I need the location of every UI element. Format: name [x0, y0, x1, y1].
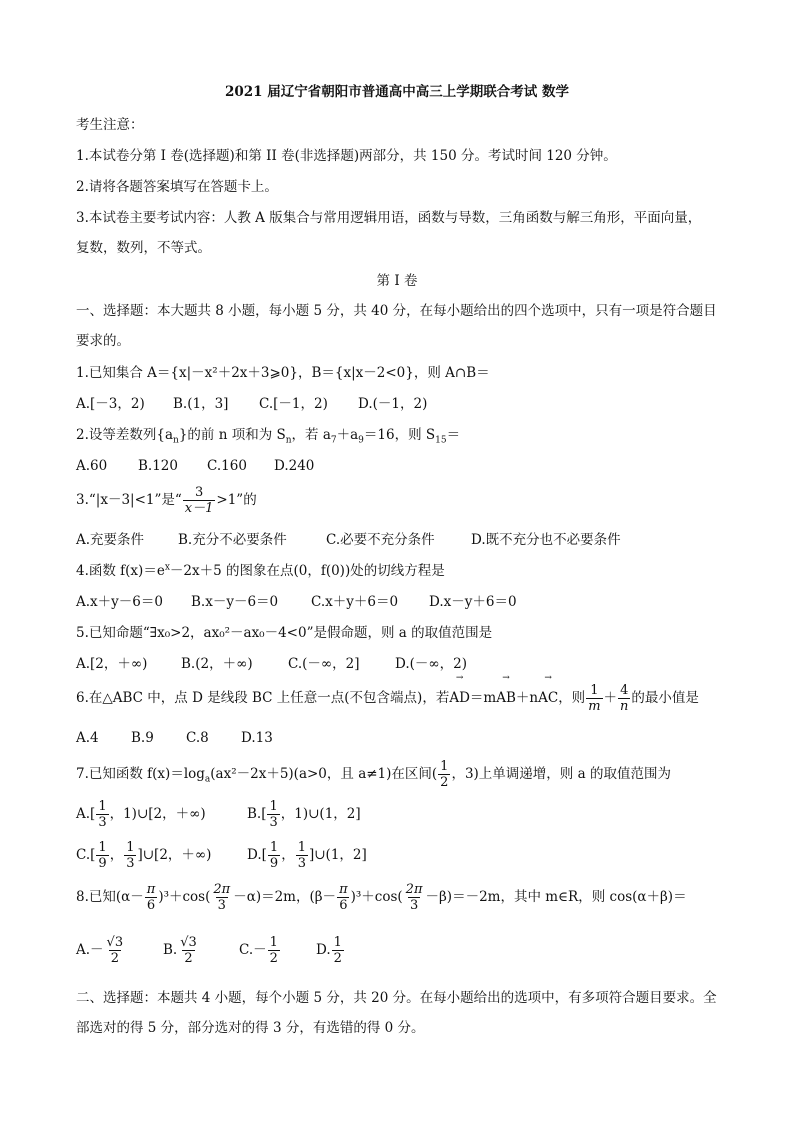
q3-fraction: $\frac{3}{x-1}$ — [184, 485, 214, 516]
q7-option-b: B.[ $\frac{1}{3}$ ，1)∪(1，2] — [247, 799, 361, 830]
q6-stem: 6.在△ABC 中，点 D 是线段 BC 上任意一点(不包含端点)，若→ AD＝m→ AB＋n→ AC，则 $\frac{1}{m}$ ＋ $\frac{4}{n}$ 的最小值是 — [76, 683, 699, 714]
notice-item-1: 1.本试卷分第 I 卷(选择题)和第 II 卷(非选择题)两部分，共 150 分。考试时间 120 分钟。 — [76, 148, 617, 164]
q2-stem: 2.设等差数列$\{a_n\}$的前 n 项和为 $S_n$，若 $a_7+a_9=16$，则 $S_{15}=$ — [76, 427, 461, 446]
q6-option-c: C.8 — [186, 730, 209, 746]
q3-stem: 3.“|x－3|<1”是“ $\frac{3}{x-1}$ >1”的 — [76, 485, 257, 516]
q5-stem: 5.已知命题“∃x₀>2，ax₀²－ax₀－4<0”是假命题，则 a 的取值范围是 — [76, 625, 493, 641]
q7-option-a: A.[ $\frac{1}{3}$ ，1)∪[2，＋∞) — [76, 799, 206, 830]
q1-option-b: B.(1，3] — [173, 396, 229, 412]
q8-option-b: B. $\frac{√3}{2}$ — [163, 935, 197, 966]
section2-intro: 二、选择题：本题共 4 小题，每个小题 5 分，共 20 分。在每小题给出的选项中，有多项符合题目要求。全 — [76, 990, 717, 1006]
q5-option-a: A.[2，＋∞) — [76, 656, 148, 672]
q4-stem: 4.函数 $f(x)=e^x-2x+5$ 的图象在点(0，f(0))处的切线方程是 — [76, 562, 445, 579]
q1-option-d: D.(－1，2) — [358, 396, 428, 412]
q6-option-b: B.9 — [131, 730, 154, 746]
q3-option-b: B.充分不必要条件 — [178, 532, 287, 548]
q3-option-a: A.充要条件 — [76, 532, 145, 548]
q6-fraction-1: $\frac{1}{m}$ — [588, 683, 601, 714]
q1-option-c: C.[－1，2) — [259, 396, 328, 412]
q2-option-c: C.160 — [207, 458, 247, 474]
q2-option-d: D.240 — [274, 458, 315, 474]
q8-option-a: A.－ $\frac{√3}{2}$ — [76, 935, 124, 966]
notice-item-3-cont: 复数，数列，不等式。 — [76, 240, 211, 256]
section1-intro-cont: 要求的。 — [76, 333, 130, 349]
q4-option-a: A.x＋y－6＝0 — [76, 594, 163, 610]
q2-option-b: B.120 — [138, 458, 178, 474]
vector-ac: → AC — [538, 683, 558, 713]
q7-fraction: $\frac{1}{2}$ — [440, 759, 449, 790]
notice-heading: 考生注意： — [76, 117, 144, 133]
q7-stem: 7.已知函数 $f(x)=\log_a(ax^2-2x+5)(a>0$，且 a≠1)在区间( $\frac{1}{2}$ ，3)上单调递增，则 a 的取值范围为 — [76, 759, 671, 790]
q2-option-a: A.60 — [76, 458, 108, 474]
q6-option-a: A.4 — [76, 730, 99, 746]
q8-option-c: C.－ $\frac{1}{2}$ — [239, 935, 278, 966]
q3-option-c: C.必要不充分条件 — [326, 532, 435, 548]
q8-option-d: D. $\frac{1}{2}$ — [316, 935, 342, 966]
q8-stem: 8.已知(α－ $\frac{\pi}{6}$ )³＋cos( $\frac{2\pi}{3}$ －α)＝2m，(β－ $\frac{\pi}{6}$ )³＋cos( $\frac{2\pi}{3}$ －β)＝－2m，其中 m∈R，则 cos(α＋β)＝ — [76, 882, 687, 913]
notice-item-2: 2.请将各题答案填写在答题卡上。 — [76, 179, 278, 195]
q7-option-d: D.[ $\frac{1}{9}$ ， $\frac{1}{3}$ ]∪(1，2] — [247, 840, 367, 871]
q7-option-c: C.[ $\frac{1}{9}$ ， $\frac{1}{3}$ ]∪[2，＋∞) — [76, 840, 212, 871]
q1-option-a: A.[－3，2) — [76, 396, 145, 412]
q4-option-d: D.x－y＋6＝0 — [429, 594, 517, 610]
q6-fraction-2: $\frac{4}{n}$ — [620, 683, 629, 714]
q5-option-b: B.(2，＋∞) — [181, 656, 253, 672]
q1-stem: 1.已知集合 A＝{x|－x²＋2x＋3⩾0}，B＝{x|x－2<0}，则 A∩B＝ — [76, 365, 490, 381]
q6-option-d: D.13 — [241, 730, 273, 746]
q5-option-c: C.(－∞，2] — [288, 656, 360, 672]
exam-title: 2021 届辽宁省朝阳市普通高中高三上学期联合考试 数学 — [225, 84, 569, 100]
section1-heading: 第 I 卷 — [376, 273, 418, 289]
vector-ab: → AB — [496, 683, 516, 713]
q5-option-d: D.(－∞，2) — [395, 656, 468, 672]
notice-item-3: 3.本试卷主要考试内容：人教 A 版集合与常用逻辑用语，函数与导数，三角函数与解三角形，平面向量， — [76, 210, 702, 226]
section2-intro-cont: 部选对的得 5 分，部分选对的得 3 分，有选错的得 0 分。 — [76, 1020, 425, 1036]
q4-option-c: C.x＋y＋6＝0 — [311, 594, 399, 610]
section1-intro: 一、选择题：本大题共 8 小题，每小题 5 分，共 40 分，在每小题给出的四个选项中，只有一项是符合题目 — [76, 303, 717, 319]
vector-ad: → AD — [449, 683, 470, 713]
q3-option-d: D.既不充分也不必要条件 — [471, 532, 621, 548]
q4-option-b: B.x－y－6＝0 — [191, 594, 279, 610]
